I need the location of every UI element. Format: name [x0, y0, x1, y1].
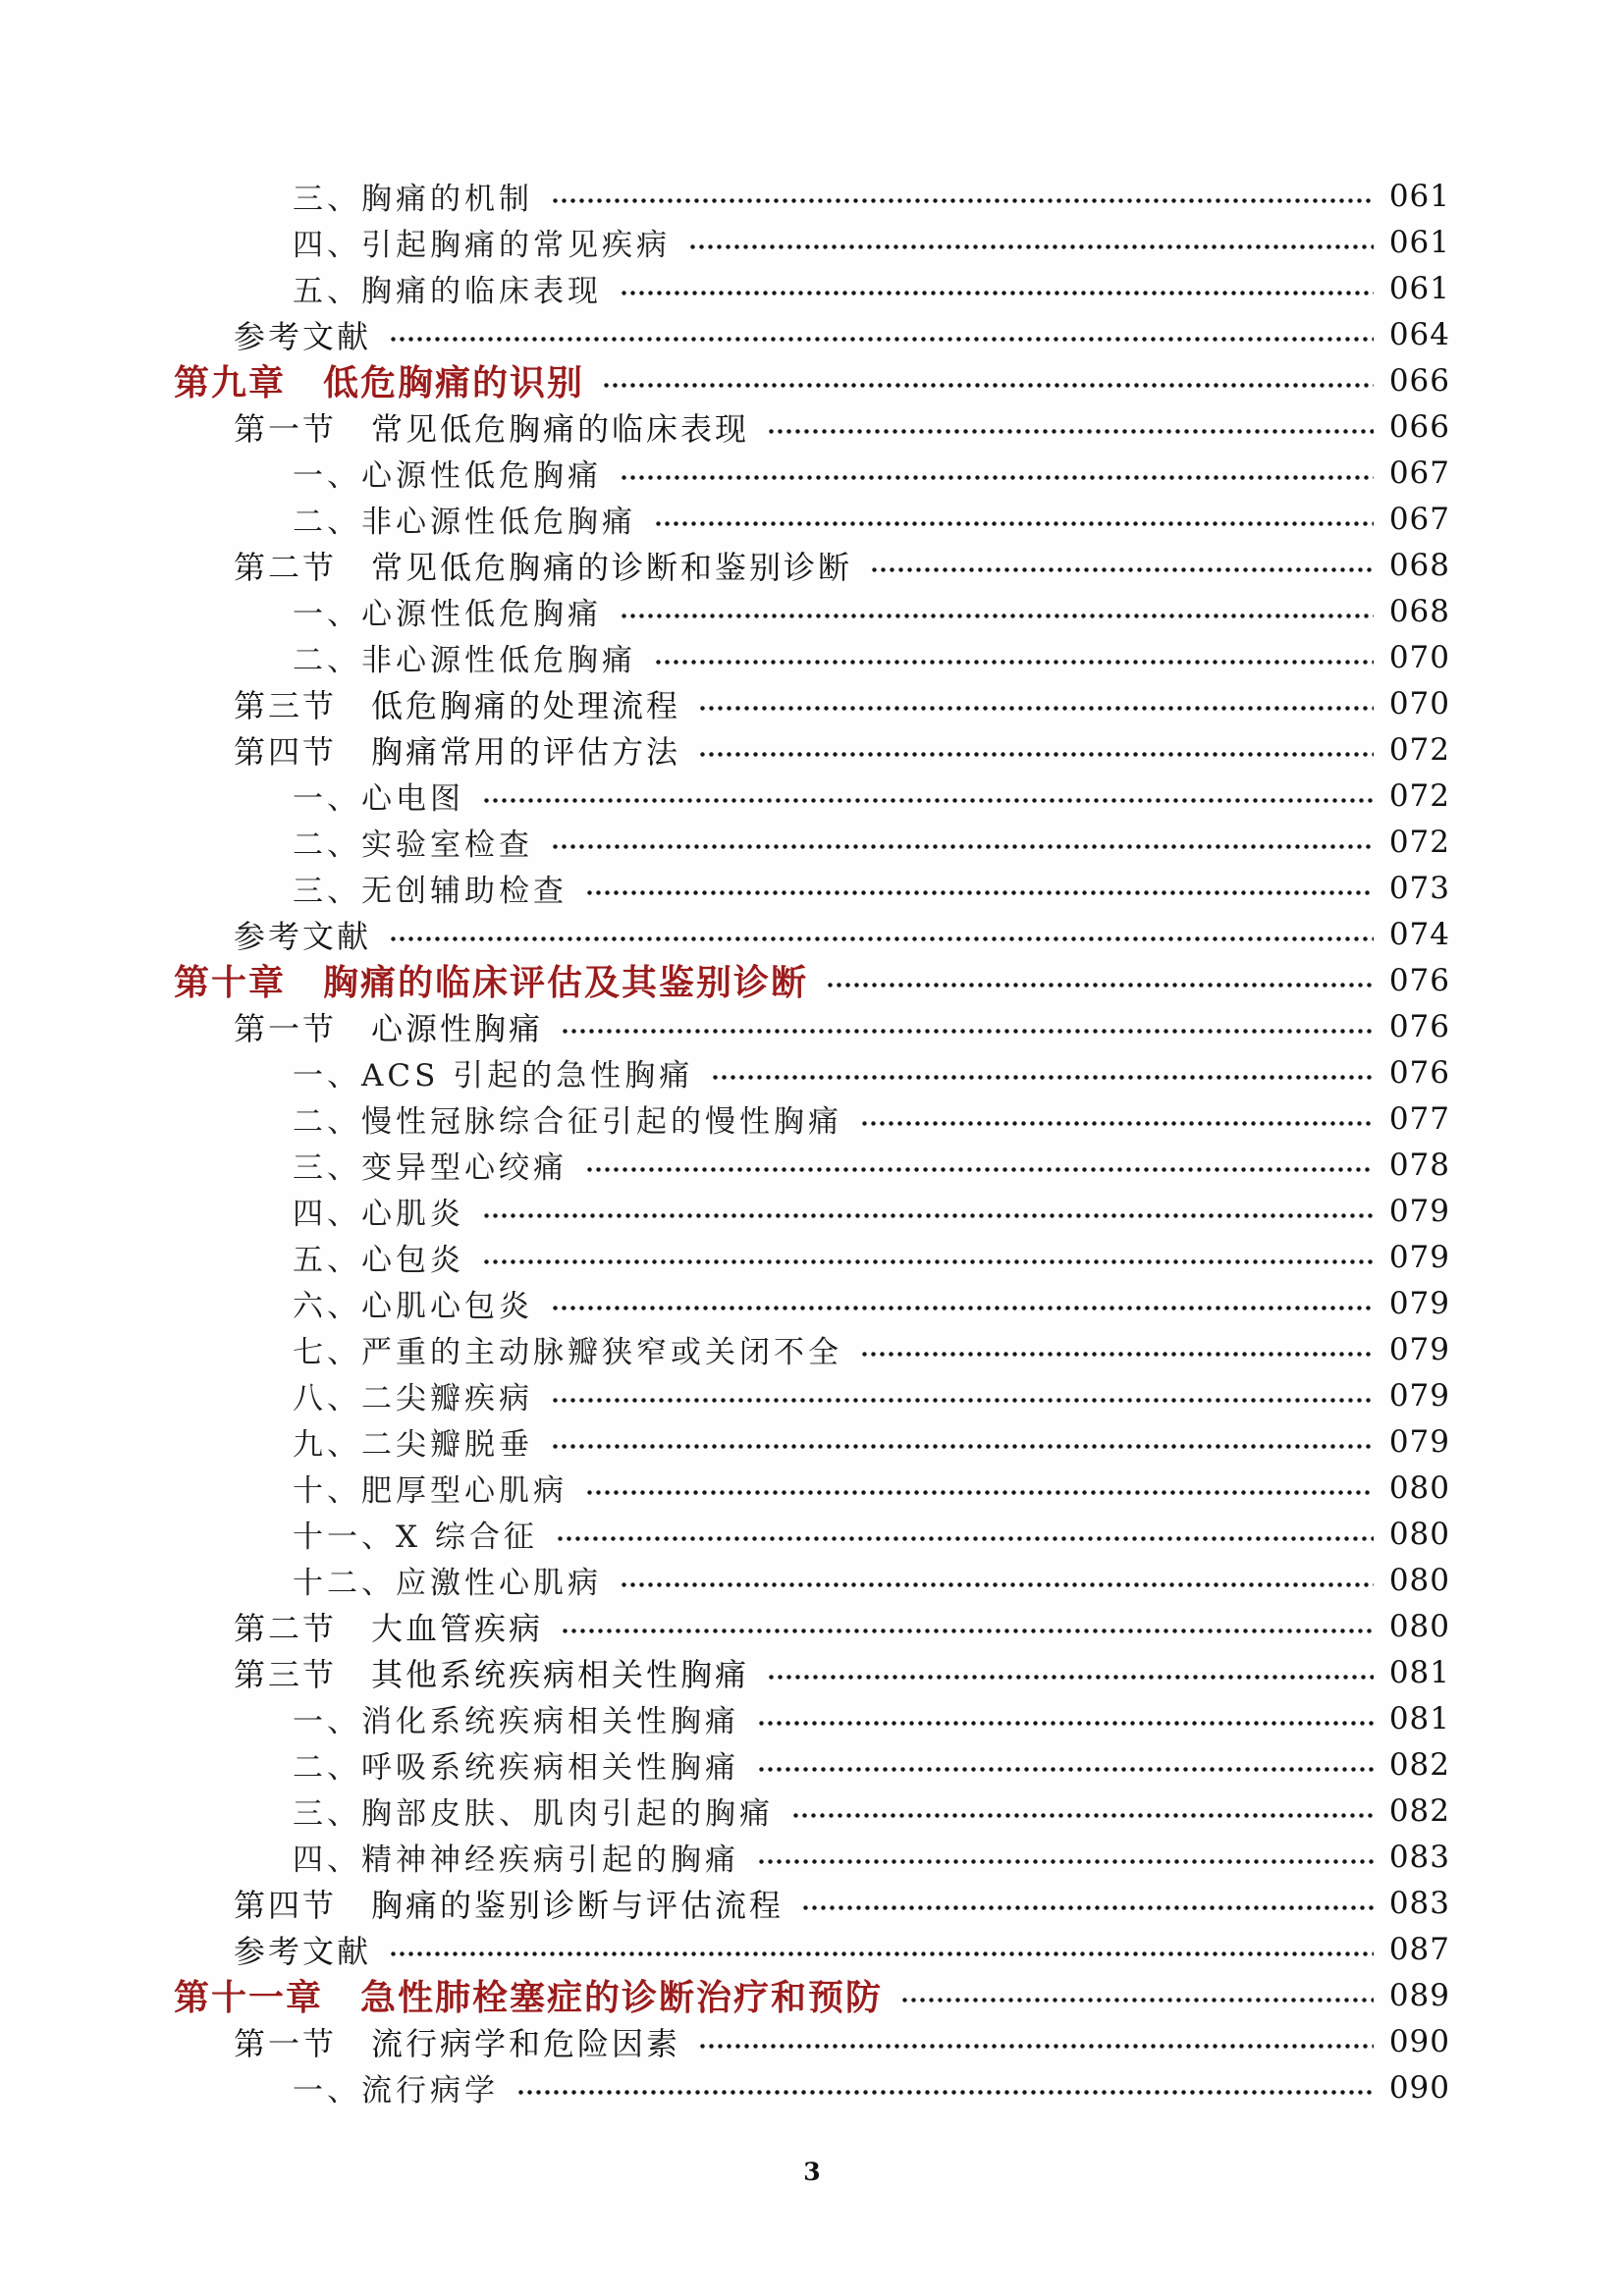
toc-entry-page: 080 [1388, 1562, 1450, 1598]
toc-entry-label: 二、呼吸系统疾病相关性胸痛 [293, 1750, 739, 1786]
dot-leader [757, 1720, 1374, 1727]
toc-entry-page: 066 [1388, 362, 1450, 399]
toc-entry [0, 496, 1624, 542]
toc-entry-page: 073 [1388, 870, 1450, 906]
toc-entry [0, 773, 1624, 819]
toc-entry [0, 957, 1624, 1003]
toc-entry-page: 079 [1388, 1331, 1450, 1367]
toc-entry-label: 六、心肌心包炎 [293, 1289, 533, 1324]
toc-entry-label: 一、心源性低危胸痛 [293, 458, 602, 494]
toc-entry-label: 第四节 胸痛的鉴别诊断与评估流程 [234, 1886, 785, 1924]
toc-entry-label: 第一节 流行病学和危险因素 [234, 2024, 681, 2062]
toc-entry [0, 1465, 1624, 1511]
toc-entry [0, 311, 1624, 357]
dot-leader [602, 382, 1374, 389]
footer-page-number: 3 [803, 2158, 821, 2186]
dot-leader [870, 566, 1374, 573]
toc-entry-page: 079 [1388, 1193, 1450, 1229]
toc-entry [0, 173, 1624, 219]
toc-list [0, 173, 1624, 2110]
dot-leader [482, 1212, 1374, 1219]
toc-entry-label: 一、心源性低危胸痛 [293, 597, 602, 632]
dot-leader [860, 1120, 1374, 1127]
toc-entry [0, 1926, 1624, 1972]
toc-entry-page: 087 [1388, 1931, 1450, 1967]
dot-leader [620, 613, 1374, 619]
toc-entry-label: 参考文献 [234, 317, 372, 355]
dot-leader [516, 2089, 1374, 2096]
toc-entry-page: 081 [1388, 1700, 1450, 1736]
dot-leader [801, 1904, 1374, 1911]
toc-entry-label: 第四节 胸痛常用的评估方法 [234, 732, 681, 771]
toc-entry [0, 450, 1624, 496]
toc-entry-label: 第三节 低危胸痛的处理流程 [234, 686, 681, 724]
toc-entry [0, 1142, 1624, 1188]
toc-entry-label: 九、二尖瓣脱垂 [293, 1427, 533, 1463]
toc-entry [0, 1788, 1624, 1834]
dot-leader [698, 705, 1374, 712]
toc-entry [0, 680, 1624, 726]
toc-entry-page: 076 [1388, 962, 1450, 998]
dot-leader [585, 1166, 1374, 1173]
toc-entry [0, 1741, 1624, 1788]
toc-entry-page: 080 [1388, 1516, 1450, 1552]
dot-leader [551, 1443, 1374, 1450]
page-footer [0, 2158, 1624, 2186]
dot-leader [561, 1028, 1374, 1035]
toc-entry-page: 061 [1388, 270, 1450, 306]
dot-leader [757, 1766, 1374, 1773]
dot-leader [860, 1351, 1374, 1358]
toc-entry-page: 081 [1388, 1654, 1450, 1690]
toc-entry-label: 一、心电图 [293, 781, 464, 817]
dot-leader [551, 843, 1374, 850]
toc-entry-label: 五、胸痛的临床表现 [293, 274, 602, 309]
toc-entry [0, 357, 1624, 403]
toc-entry-page: 072 [1388, 777, 1450, 814]
toc-entry-page: 079 [1388, 1285, 1450, 1321]
toc-entry [0, 1372, 1624, 1418]
toc-entry-label: 二、非心源性低危胸痛 [293, 505, 636, 540]
toc-entry-label: 十一、X 综合征 [293, 1520, 538, 1555]
dot-leader [389, 935, 1374, 942]
toc-entry [0, 1095, 1624, 1142]
dot-leader [482, 1258, 1374, 1265]
toc-entry-label: 八、二尖瓣疾病 [293, 1381, 533, 1416]
toc-entry [0, 1649, 1624, 1695]
dot-leader [585, 889, 1374, 896]
toc-entry-page: 090 [1388, 2069, 1450, 2106]
toc-entry [0, 634, 1624, 680]
toc-entry-page: 083 [1388, 1839, 1450, 1875]
dot-leader [551, 1397, 1374, 1404]
toc-entry-label: 参考文献 [234, 917, 372, 955]
toc-entry-label: 一、流行病学 [293, 2073, 499, 2109]
toc-entry [0, 588, 1624, 634]
toc-entry-label: 第三节 其他系统疾病相关性胸痛 [234, 1655, 750, 1693]
toc-entry-page: 067 [1388, 454, 1450, 491]
toc-entry [0, 1511, 1624, 1557]
dot-leader [767, 1674, 1374, 1681]
toc-entry-page: 080 [1388, 1608, 1450, 1644]
toc-entry [0, 403, 1624, 450]
toc-entry [0, 1234, 1624, 1280]
toc-entry-page: 089 [1388, 1977, 1450, 2013]
toc-entry-label: 第十章 胸痛的临床评估及其鉴别诊断 [174, 962, 809, 1003]
toc-entry [0, 1603, 1624, 1649]
toc-entry-page: 078 [1388, 1147, 1450, 1183]
dot-leader [698, 751, 1374, 758]
dot-leader [654, 659, 1374, 666]
dot-leader [389, 1950, 1374, 1957]
toc-entry-label: 四、心肌炎 [293, 1197, 464, 1232]
dot-leader [791, 1812, 1374, 1819]
toc-entry [0, 1003, 1624, 1049]
toc-entry [0, 726, 1624, 773]
toc-entry [0, 1834, 1624, 1880]
dot-leader [482, 797, 1374, 804]
dot-leader [767, 428, 1374, 435]
toc-entry-page: 090 [1388, 2023, 1450, 2059]
toc-entry-label: 四、引起胸痛的常见疾病 [293, 228, 671, 263]
toc-entry [0, 865, 1624, 911]
toc-entry-page: 070 [1388, 685, 1450, 721]
toc-entry-label: 第一节 常见低危胸痛的临床表现 [234, 409, 750, 448]
toc-entry-label: 第一节 心源性胸痛 [234, 1009, 544, 1047]
toc-entry-label: 二、慢性冠脉综合征引起的慢性胸痛 [293, 1104, 842, 1140]
toc-entry-label: 十、肥厚型心肌病 [293, 1473, 568, 1509]
dot-leader [698, 2043, 1374, 2050]
toc-entry-page: 072 [1388, 824, 1450, 860]
toc-entry-label: 第十一章 急性肺栓塞症的诊断治疗和预防 [174, 1977, 884, 2018]
dot-leader [900, 1997, 1374, 2003]
toc-entry [0, 1326, 1624, 1372]
dot-leader [620, 1581, 1374, 1588]
toc-entry [0, 911, 1624, 957]
toc-entry-page: 083 [1388, 1885, 1450, 1921]
toc-entry-label: 参考文献 [234, 1932, 372, 1970]
toc-entry-page: 079 [1388, 1239, 1450, 1275]
toc-entry-label: 三、无创辅助检查 [293, 874, 568, 909]
toc-entry [0, 2018, 1624, 2064]
toc-entry-page: 061 [1388, 224, 1450, 260]
toc-entry-label: 一、ACS 引起的急性胸痛 [293, 1058, 694, 1094]
dot-leader [620, 474, 1374, 481]
toc-entry-page: 079 [1388, 1423, 1450, 1460]
toc-entry-page: 082 [1388, 1746, 1450, 1783]
toc-entry-page: 070 [1388, 639, 1450, 675]
dot-leader [688, 243, 1374, 250]
toc-entry-page: 077 [1388, 1100, 1450, 1137]
toc-entry-label: 五、心包炎 [293, 1243, 464, 1278]
dot-leader [561, 1628, 1374, 1634]
toc-entry-page: 061 [1388, 178, 1450, 214]
toc-entry-page: 064 [1388, 316, 1450, 352]
toc-entry-page: 072 [1388, 731, 1450, 768]
toc-entry [0, 219, 1624, 265]
toc-entry-page: 068 [1388, 593, 1450, 629]
toc-entry [0, 819, 1624, 865]
toc-entry-page: 076 [1388, 1008, 1450, 1044]
toc-entry [0, 1188, 1624, 1234]
toc-entry [0, 265, 1624, 311]
dot-leader [654, 520, 1374, 527]
toc-entry-label: 七、严重的主动脉瓣狭窄或关闭不全 [293, 1335, 842, 1370]
toc-entry-label: 第二节 常见低危胸痛的诊断和鉴别诊断 [234, 548, 853, 586]
toc-entry-label: 四、精神神经疾病引起的胸痛 [293, 1842, 739, 1878]
toc-entry [0, 1418, 1624, 1465]
toc-entry-label: 三、胸痛的机制 [293, 182, 533, 217]
toc-entry-label: 三、胸部皮肤、肌肉引起的胸痛 [293, 1796, 774, 1832]
toc-entry [0, 1557, 1624, 1603]
dot-leader [556, 1535, 1374, 1542]
dot-leader [711, 1074, 1374, 1081]
toc-entry-label: 第九章 低危胸痛的识别 [174, 362, 585, 403]
dot-leader [757, 1858, 1374, 1865]
toc-entry-page: 076 [1388, 1054, 1450, 1091]
toc-entry-page: 068 [1388, 547, 1450, 583]
toc-entry-page: 082 [1388, 1792, 1450, 1829]
dot-leader [585, 1489, 1374, 1496]
toc-entry-page: 067 [1388, 501, 1450, 537]
dot-leader [551, 197, 1374, 204]
toc-entry-page: 080 [1388, 1469, 1450, 1506]
toc-entry [0, 1280, 1624, 1326]
dot-leader [389, 336, 1374, 343]
toc-entry-page: 079 [1388, 1377, 1450, 1414]
dot-leader [551, 1305, 1374, 1311]
dot-leader [620, 290, 1374, 296]
toc-entry [0, 1972, 1624, 2018]
toc-entry-label: 第二节 大血管疾病 [234, 1609, 544, 1647]
toc-entry [0, 542, 1624, 588]
toc-entry [0, 1880, 1624, 1926]
toc-entry-label: 一、消化系统疾病相关性胸痛 [293, 1704, 739, 1739]
toc-entry-label: 二、非心源性低危胸痛 [293, 643, 636, 678]
toc-entry [0, 2064, 1624, 2110]
toc-entry-label: 十二、应激性心肌病 [293, 1566, 602, 1601]
toc-entry-label: 三、变异型心绞痛 [293, 1150, 568, 1186]
dot-leader [826, 982, 1374, 988]
toc-entry [0, 1695, 1624, 1741]
toc-entry [0, 1049, 1624, 1095]
toc-entry-page: 074 [1388, 916, 1450, 952]
toc-entry-page: 066 [1388, 408, 1450, 445]
toc-entry-label: 二、实验室检查 [293, 828, 533, 863]
